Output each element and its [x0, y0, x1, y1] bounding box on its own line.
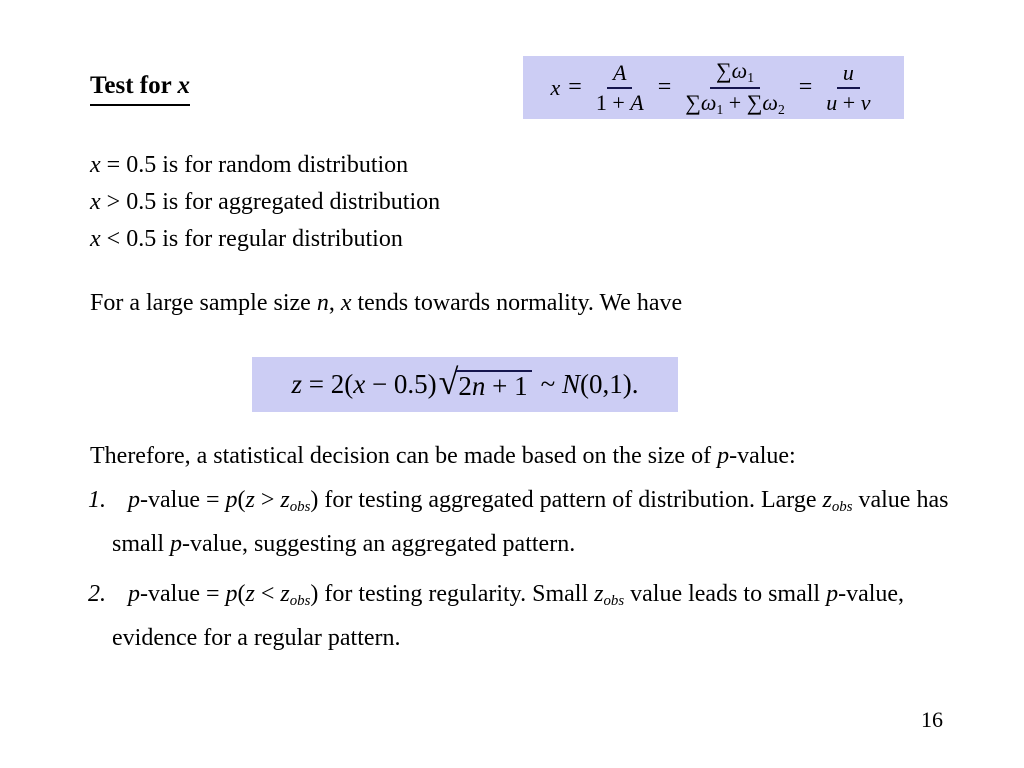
fraction-denominator: 1 + A — [595, 89, 644, 115]
fraction-sum-omega — [679, 58, 791, 117]
fraction-numerator: u — [837, 60, 860, 88]
statement-random-distribution: x = 0.5 is for random distribution — [90, 152, 409, 178]
equals-sign: = — [657, 74, 672, 100]
slide-title-text: Test for x — [90, 69, 190, 106]
formula-box-x — [523, 56, 904, 119]
equals-sign: = — [798, 74, 813, 100]
radicand: 2n + 1 — [456, 370, 531, 402]
statement-regular-distribution: x < 0.5 is for regular distribution — [90, 226, 403, 252]
decision-rule-list — [88, 482, 958, 657]
page-number: 16 — [921, 707, 943, 732]
x-value-statements — [90, 147, 440, 258]
list-item-text: p-value = p(z > zobs) for testing aggregated pattern of distribution. Large zobs value has small p-value, suggesting an aggregated pattern. — [112, 487, 949, 558]
list-item-text: p-value = p(z < zobs) for testing regularity. Small zobs value leads to small p-value, evidence for a regular pattern. — [112, 581, 905, 652]
list-item-aggregated — [88, 482, 958, 563]
radical-icon: √ — [438, 362, 459, 403]
statement-aggregated-distribution: x > 0.5 is for aggregated distribution — [90, 189, 441, 215]
equals-sign: = — [568, 74, 582, 100]
fraction-numerator: A — [607, 60, 632, 88]
normality-paragraph: For a large sample size n, x tends towards normality. We have — [90, 290, 683, 316]
list-number: 2. — [88, 581, 106, 608]
fraction-denominator: ∑ω1 + ∑ω2 — [685, 89, 785, 117]
fraction-u-over-uplusv — [820, 60, 876, 115]
square-root — [438, 362, 532, 403]
fraction-denominator: u + v — [826, 89, 871, 115]
therefore-line: Therefore, a statistical decision can be made based on the size of p-value: — [90, 443, 796, 469]
formula-x-lhs: x — [550, 74, 561, 100]
formula-z-rhs: ~ N(0,1). — [540, 369, 639, 399]
fraction-A-over-1plusA — [590, 60, 650, 115]
slide-title — [90, 69, 190, 106]
formula-z-lhs: z = 2(x − 0.5) — [291, 369, 437, 399]
fraction-numerator: ∑ω1 — [710, 58, 760, 88]
list-item-regular — [88, 576, 958, 657]
formula-box-z — [252, 357, 678, 412]
list-number: 1. — [88, 487, 106, 513]
